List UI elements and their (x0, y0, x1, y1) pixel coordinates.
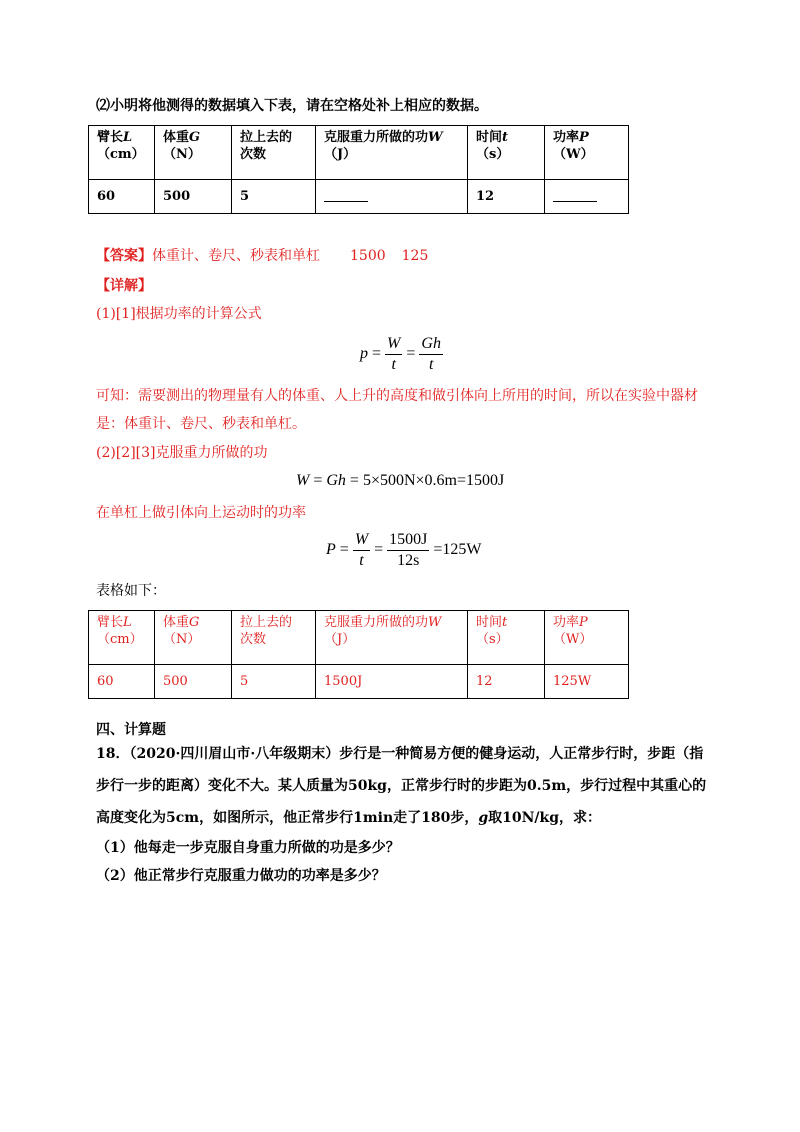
cell: 60 (89, 180, 155, 214)
formula-expression: =125W (433, 541, 482, 559)
cell: 1500J (316, 665, 468, 699)
explain-p2a: 可知：需要测出的物理量有人的体重、人上升的高度和做引体向上所用的时间，所以在实验中器材 (96, 388, 698, 404)
sub-question-1: （1）他每走一步克服自身重力所做的功是多少？ (96, 840, 400, 856)
fraction (353, 530, 370, 571)
table-row (89, 665, 629, 699)
formula-symbol: P (326, 541, 336, 559)
formula-power-result (326, 530, 482, 571)
section-title: 四、计算题 (96, 722, 166, 738)
cell: 500 (155, 180, 232, 214)
explain-p1: (1)[1]根据功率的计算公式 (96, 306, 262, 322)
denominator: t (353, 550, 370, 571)
cell: 12 (468, 665, 545, 699)
formula-work (296, 472, 504, 490)
header-cell: 时间t （s） (468, 611, 545, 665)
q18-line-3 (96, 808, 601, 828)
numerator: W (354, 531, 369, 548)
formula-operator: = (374, 541, 384, 559)
formula-operator: = (406, 345, 416, 363)
formula-symbol: Gh (326, 472, 346, 489)
denominator: 12s (387, 550, 429, 571)
sub-question-2: （2）他正常步行克服重力做功的功率是多少？ (96, 868, 386, 884)
answer-tag: 【答案】 (96, 248, 152, 264)
header-cell: 臂长L （cm） (89, 126, 155, 180)
denominator: t (385, 354, 402, 375)
cell: 5 (232, 665, 316, 699)
header-cell: 时间t （s） (468, 126, 545, 180)
cell: 60 (89, 665, 155, 699)
fraction (385, 334, 402, 375)
answer-value-1: 1500 (350, 248, 386, 264)
q18-line-3-text: 高度变化为5cm，如图所示，他正常步行1min走了180步， (96, 810, 479, 826)
data-table (88, 125, 629, 214)
answer-text: 体重计、卷尺、秒表和单杠 (152, 248, 320, 264)
numerator: W (387, 335, 401, 352)
answer-line (96, 246, 428, 266)
table-header-row (89, 611, 629, 665)
header-cell: 功率P （W） (545, 611, 629, 665)
answer-blank (553, 186, 597, 202)
question-2-intro: ⑵小明将他测得的数据填入下表，请在空格处补上相应的数据。 (96, 98, 488, 114)
formula-power (360, 334, 443, 375)
explain-p3: (2)[2][3]克服重力所做的功 (96, 445, 268, 461)
explain-p2b: 是：体重计、卷尺、秒表和单杠。 (96, 416, 306, 432)
header-cell: 功率P （W） (545, 126, 629, 180)
formula-symbol: p (360, 345, 368, 363)
cell: 125W (545, 665, 629, 699)
q18-line-1: 18．（2020·四川眉山市·八年级期末）步行是一种简易方便的健身运动，人正常步行时，步距（指 (96, 746, 704, 762)
header-cell: 臂长L （cm） (89, 611, 155, 665)
explain-tag: 【详解】 (96, 278, 152, 294)
table-row (89, 180, 629, 214)
answer-value-2: 125 (401, 248, 429, 264)
q18-line-2: 步行一步的距离）变化不大。某人质量为50kg，正常步行时的步距为0.5m，步行过程中其重心的 (96, 778, 707, 794)
header-cell: 克服重力所做的功W （J） (316, 611, 468, 665)
q18-line-3-tail: 取10N/kg，求： (488, 810, 602, 826)
cell: 500 (155, 665, 232, 699)
explain-p4: 在单杠上做引体向上运动时的功率 (96, 505, 306, 521)
gravity-symbol: g (478, 810, 489, 826)
blank-cell (316, 180, 468, 214)
formula-operator: = (339, 541, 349, 559)
denominator: t (419, 354, 443, 375)
formula-operator: = (313, 472, 323, 489)
header-cell: 体重G （N） (155, 126, 232, 180)
blank-cell (545, 180, 629, 214)
numerator: 1500J (389, 531, 428, 548)
formula-expression: = 5×500N×0.6m=1500J (349, 472, 505, 489)
formula-operator: = (372, 345, 382, 363)
filled-data-table (88, 610, 629, 699)
table-header-row (89, 126, 629, 180)
numerator: Gh (421, 335, 441, 352)
cell: 5 (232, 180, 316, 214)
header-cell: 克服重力所做的功W （J） (316, 126, 468, 180)
cell: 12 (468, 180, 545, 214)
header-cell: 拉上去的 次数 (232, 611, 316, 665)
header-cell: 体重G （N） (155, 611, 232, 665)
header-cell: 拉上去的 次数 (232, 126, 316, 180)
answer-blank (324, 186, 368, 202)
fraction (387, 530, 429, 571)
explain-p5: 表格如下： (96, 583, 166, 599)
fraction (419, 334, 443, 375)
formula-symbol: W (296, 472, 310, 489)
